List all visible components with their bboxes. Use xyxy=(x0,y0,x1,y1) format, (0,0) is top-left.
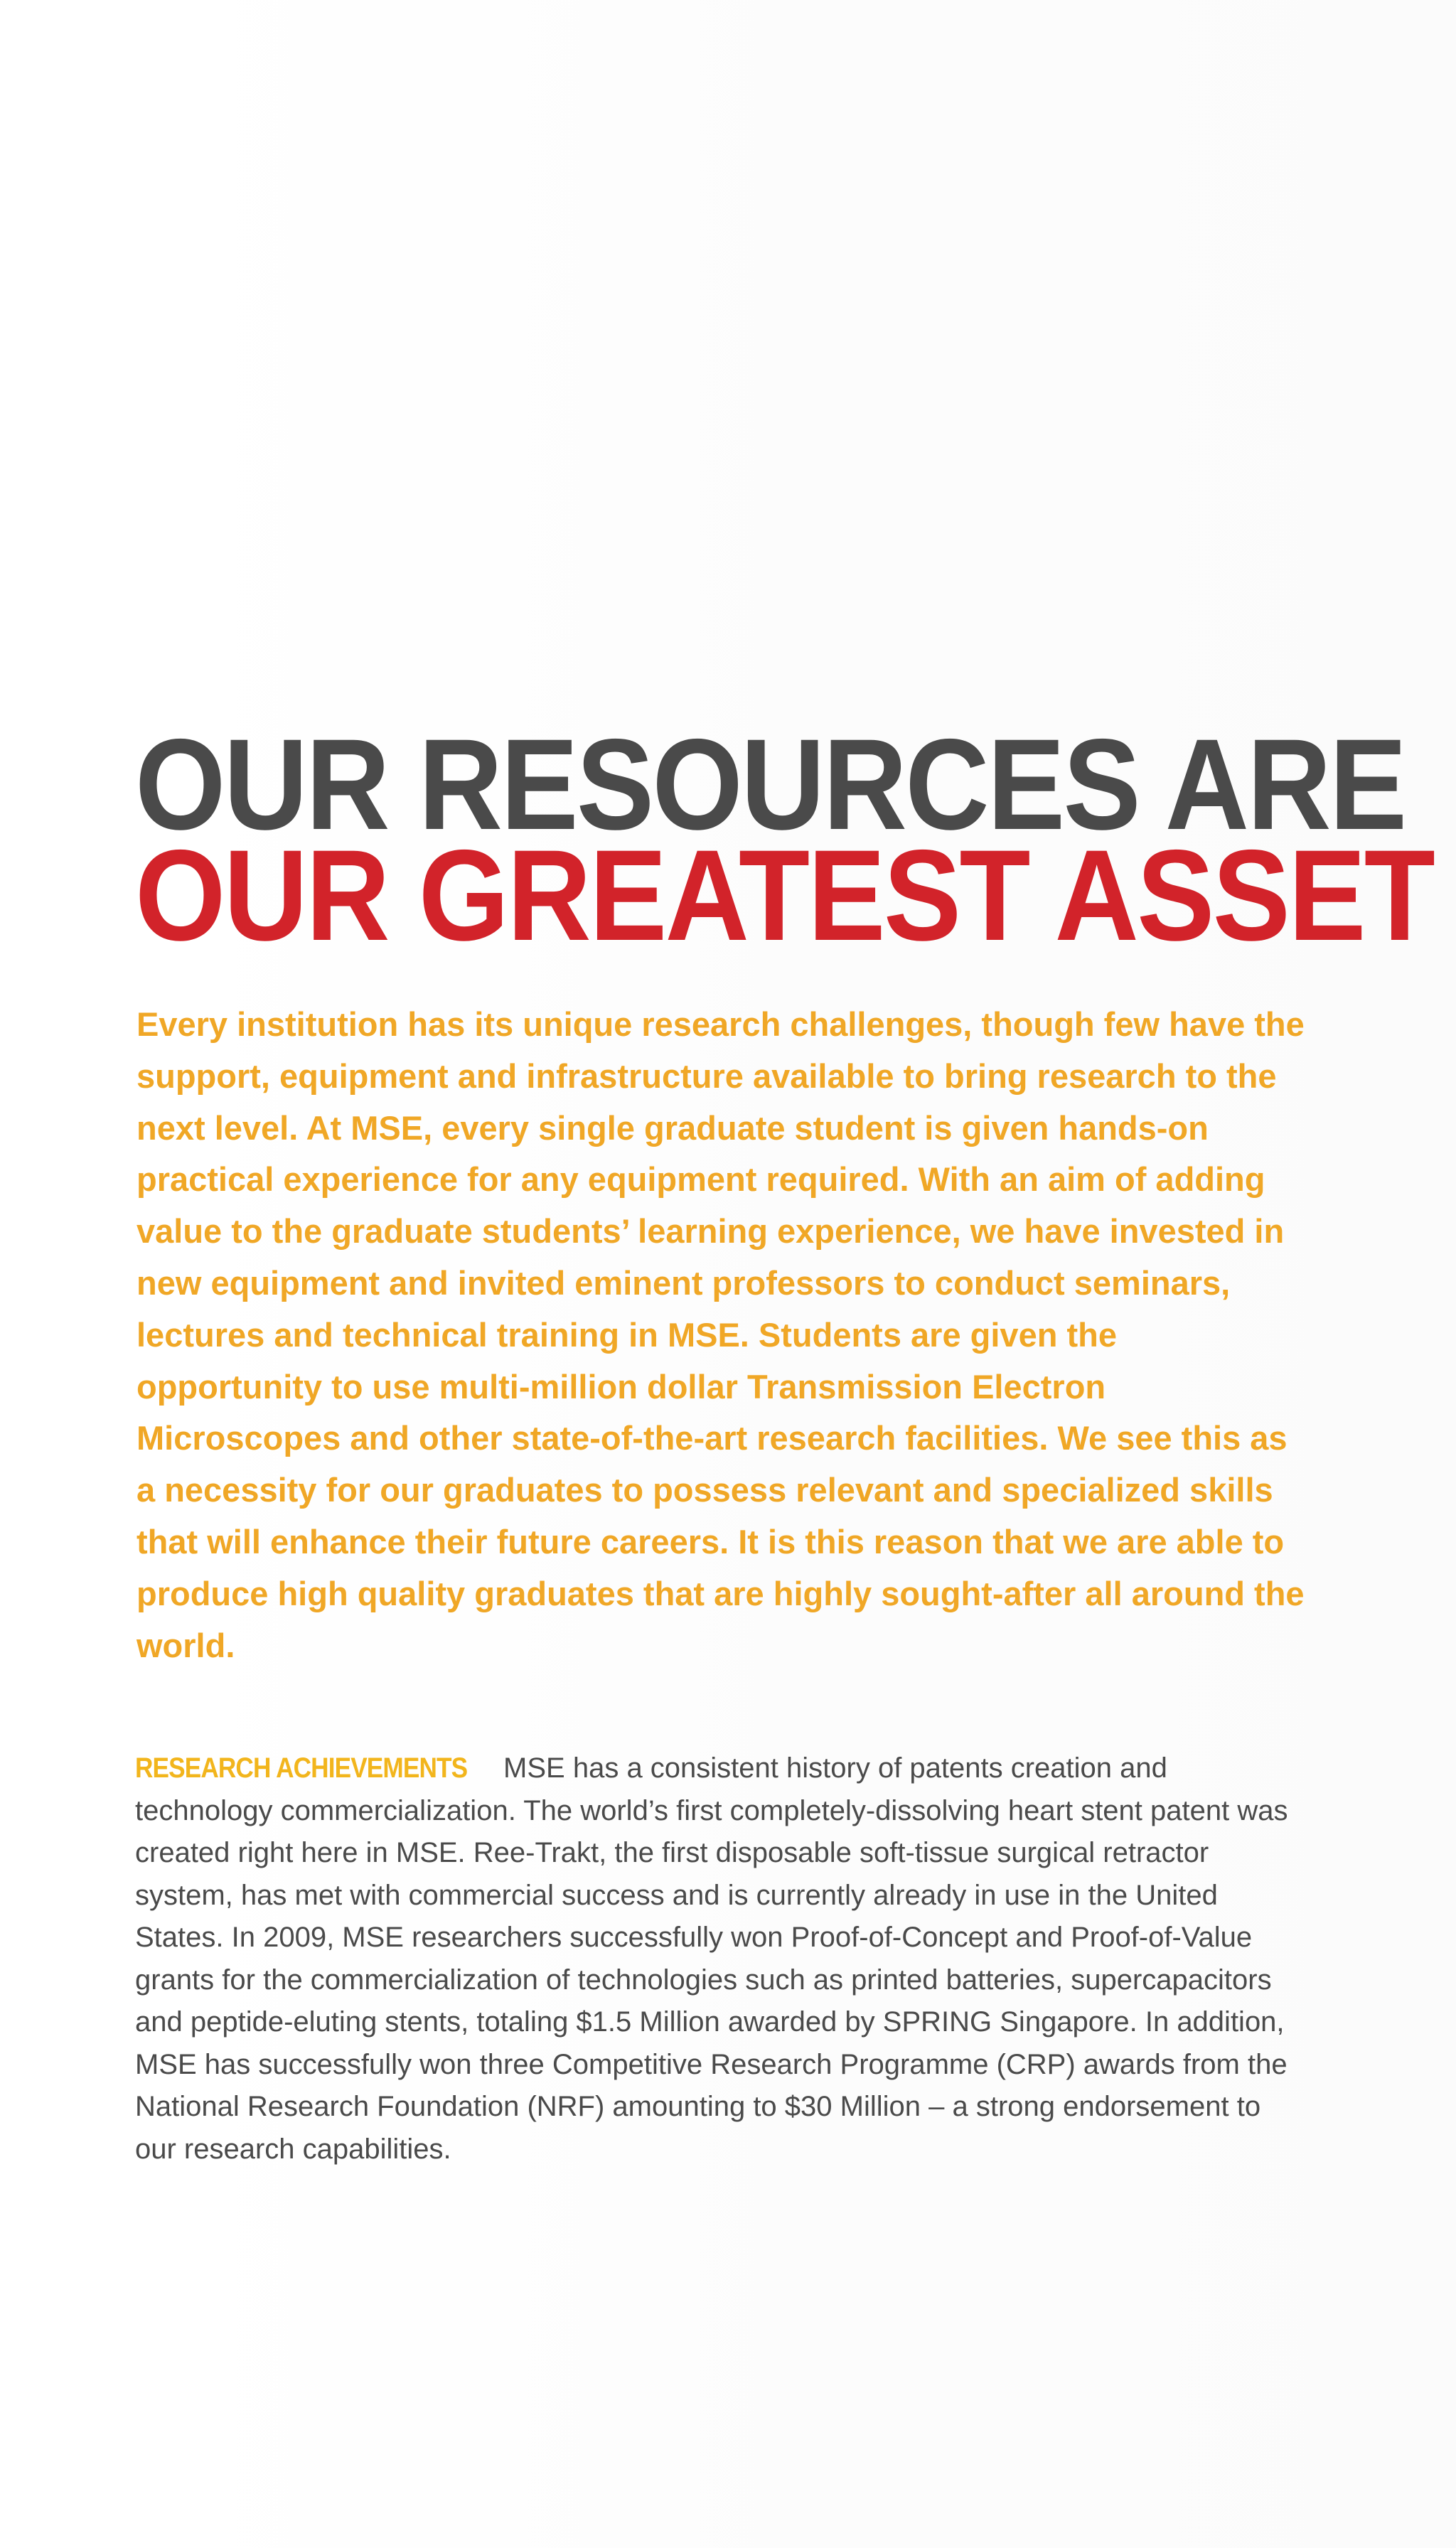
headline xyxy=(135,712,1434,968)
research-achievements-kicker: RESEARCH ACHIEVEMENTS xyxy=(135,1752,468,1784)
research-achievements-paragraph xyxy=(135,1747,1294,2170)
headline-line-1: OUR RESOURCES ARE xyxy=(135,712,1406,857)
research-achievements-text: MSE has a consistent history of patents creation and technology commercialization. The world’s first completely-dissolving heart stent patent was created right here in MSE. Ree-Trakt, the first disposable soft-tissue surgical retractor system, has met with commercial success and is currently already in use in the United States. In 2009, MSE researchers successfully won Proof-of-Concept and Proof-of-Value grants for the commercialization of technologies such as printed batteries, supercapacitors and peptide-eluting stents, totaling $1.5 Million awarded by SPRING Singapore. In addition, MSE has successfully won three Competitive Research Programme (CRP) awards from the National Research Foundation (NRF) amounting to $30 Million – a strong endorsement to our research capabilities. xyxy=(135,1752,1288,2165)
headline-line-2: OUR GREATEST ASSET xyxy=(135,823,1434,968)
lead-paragraph: Every institution has its unique research challenges, though few have the support, equipment and infrastructure available to bring research to the next level. At MSE, every single graduate student is given hands-on practical experience for any equipment required. With an aim of adding value to the graduate students’ learning experience, we have invested in new equipment and invited eminent professors to conduct seminars, lectures and technical training in MSE. Students are given the opportunity to use multi-million dollar Transmission Electron Microscopes and other state-of-the-art research facilities. We see this as a necessity for our graduates to possess relevant and specialized skills that will enhance their future careers. It is this reason that we are able to produce high quality graduates that are highly sought-after all around the world. xyxy=(136,1005,1305,1664)
